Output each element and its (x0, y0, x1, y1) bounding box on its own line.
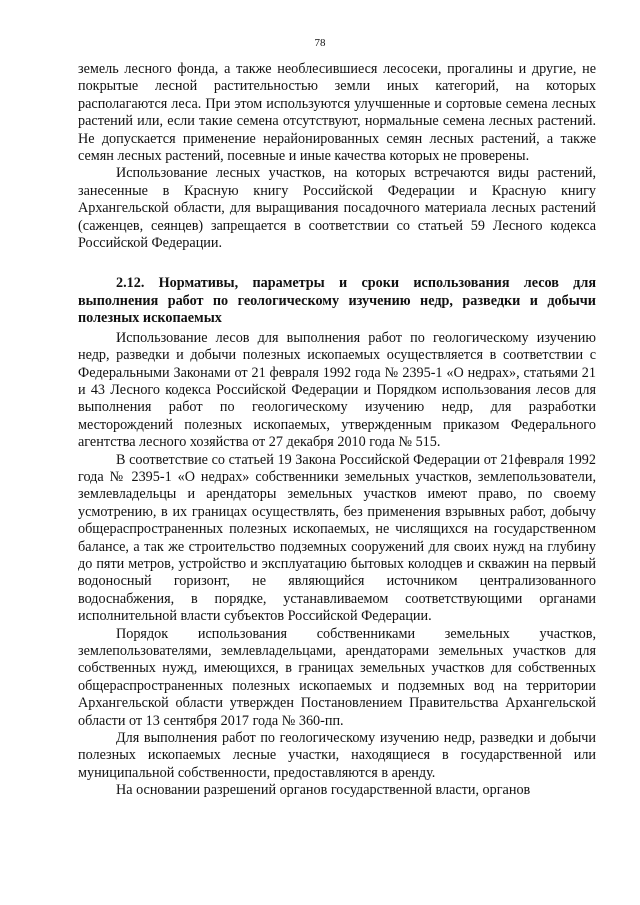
page-number: 78 (314, 37, 326, 49)
section-heading: 2.12. Нормативы, параметры и сроки использования лесов для выполнения работ по геологическому изучению недр, разведки и добычи полезных ископаемых (78, 275, 596, 327)
paragraph-permissions: На основании разрешений органов государственной власти, органов (116, 782, 531, 799)
paragraph-red-book: Использование лесных участков, на которых встречаются виды растений, занесенные в Красную книгу Российской Федерации и Красную книгу Архангельской области, для выращивания посадочного материала лесных растений (саженцев, сеянцев) запрещается в соответствии со статьей 59 Лесного кодекса Российской Федерации. (78, 165, 596, 252)
paragraph-continuation: земель лесного фонда, а также необлесившиеся лесосеки, прогалины и другие, не покрытые лесной растительностью земли иных категорий, на которых располагаются леса. При этом используются улучшенные и сортовые семена лесных растений или, если такие семена отсутствуют, нормальные семена лесных растений. Не допускается применение нерайонированных семян лесных растений, а также семян лесных растений, посевные и иные качества которых не проверены. (78, 61, 596, 165)
paragraph-lease: Для выполнения работ по геологическому изучению недр, разведки и добычи полезных ископаемых лесные участки, находящиеся в государственной или муниципальной собственности, предоставляются в аренду. (78, 730, 596, 781)
page-body (78, 61, 596, 800)
paragraph-legal-basis: Использование лесов для выполнения работ по геологическому изучению недр, разведки и добычи полезных ископаемых осуществляется в соответствии с Федеральными Законами от 21 февраля 1992 года № 2395-1 «О недрах», статьями 21 и 43 Лесного кодекса Российской Федерации и Порядком использования лесов для выполнения работ по геологическому изучению недр, для разработки месторождений полезных ископаемых, утвержденным приказом Федерального агентства лесного хозяйства от 27 декабря 2010 года № 515. (78, 329, 596, 451)
paragraph-owners-rights: В соответствие со статьей 19 Закона Российской Федерации от 21февраля 1992 года № 2395-1 «О недрах» собственники земельных участков, землепользователи, землевладельцы и арендаторы земельных участков имеют право, по своему усмотрению, в их границах осуществлять, без применения взрывных работ, добычу общераспространенных полезных ископаемых, не числящихся на государственном балансе, а так же строительство подземных сооружений для своих нужд на глубину до пяти метров, устройство и эксплуатацию бытовых колодцев и скважин на первый водоносный горизонт, не являющийся источником централизованного водоснабжения, в порядке, устанавливаемом соответствующими органами исполнительной власти субъектов Российской Федерации. (78, 451, 596, 625)
paragraph-procedure: Порядок использования собственниками земельных участков, землепользователями, землевладельцами, арендаторами земельных участков для собственных нужд, имеющихся, в границах земельных участков для собственных общераспространенных полезных ископаемых и подземных вод на территории Архангельской области утвержден Постановлением Правительства Архангельской области от 13 сентября 2017 года № 360-пп. (78, 625, 596, 729)
